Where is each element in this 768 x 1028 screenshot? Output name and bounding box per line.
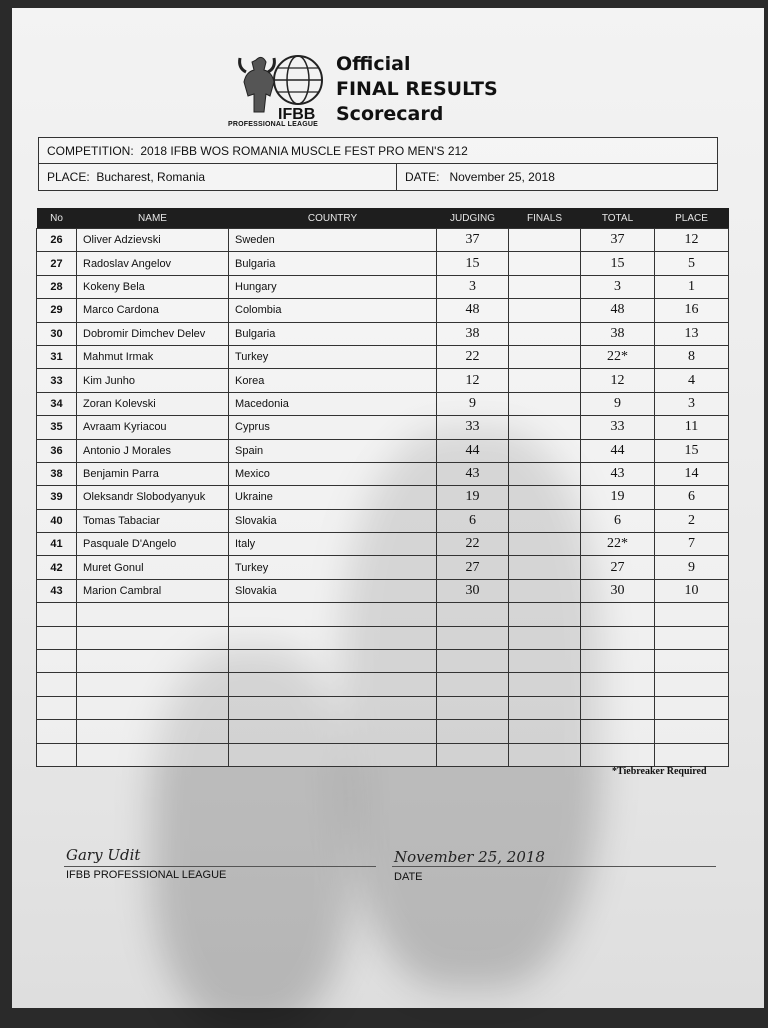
signature-label: IFBB PROFESSIONAL LEAGUE [66,869,227,881]
empty-cell [37,626,77,649]
cell-total: 33 [581,416,655,439]
empty-cell [77,626,229,649]
empty-cell [77,720,229,743]
competition-value: 2018 IFBB WOS ROMANIA MUSCLE FEST PRO MEN'S 212 [140,144,468,158]
cell-country: Italy [229,533,437,556]
empty-cell [229,650,437,673]
empty-cell [581,696,655,719]
cell-place: 16 [655,299,729,322]
cell-name: Avraam Kyriacou [77,416,229,439]
empty-cell [37,720,77,743]
empty-cell [37,673,77,696]
empty-cell [509,720,581,743]
judge-signature: Gary Udit [66,846,141,864]
cell-country: Colombia [229,299,437,322]
cell-name: Dobromir Dimchev Delev [77,322,229,345]
cell-finals [509,275,581,298]
cell-finals [509,392,581,415]
results-table [36,208,729,767]
table-row [37,252,729,275]
cell-country: Bulgaria [229,322,437,345]
competition-label: COMPETITION: [47,144,134,158]
cell-place: 11 [655,416,729,439]
cell-total: 30 [581,579,655,602]
table-row [37,533,729,556]
empty-cell [77,743,229,766]
cell-country: Ukraine [229,486,437,509]
cell-no: 36 [37,439,77,462]
table-row [37,416,729,439]
cell-no: 34 [37,392,77,415]
empty-table-row [37,696,729,719]
empty-cell [77,650,229,673]
cell-judging: 48 [437,299,509,322]
cell-name: Kim Junho [77,369,229,392]
cell-name: Marco Cardona [77,299,229,322]
competition-row [39,138,717,164]
cell-no: 35 [37,416,77,439]
cell-no: 41 [37,533,77,556]
empty-cell [229,696,437,719]
cell-judging: 22 [437,533,509,556]
table-row [37,579,729,602]
table-row [37,275,729,298]
cell-judging: 3 [437,275,509,298]
empty-table-row [37,673,729,696]
empty-cell [655,720,729,743]
cell-place: 8 [655,345,729,368]
empty-cell [77,696,229,719]
cell-country: Turkey [229,345,437,368]
cell-name: Oliver Adzievski [77,229,229,252]
cell-finals [509,486,581,509]
title-line: FINAL RESULTS [336,78,498,100]
empty-cell [655,626,729,649]
cell-name: Mahmut Irmak [77,345,229,368]
cell-total: 19 [581,486,655,509]
empty-cell [437,626,509,649]
cell-total: 9 [581,392,655,415]
table-row [37,229,729,252]
empty-cell [509,626,581,649]
cell-name: Antonio J Morales [77,439,229,462]
cell-place: 12 [655,229,729,252]
logo-text: IFBB [278,106,316,123]
table-row [37,322,729,345]
cell-no: 40 [37,509,77,532]
table-row [37,299,729,322]
page-title [336,52,498,127]
cell-no: 28 [37,275,77,298]
table-row [37,556,729,579]
cell-no: 31 [37,345,77,368]
date-value: November 25, 2018 [449,170,555,184]
date-cell [396,164,555,190]
cell-total: 22* [581,533,655,556]
column-header-total: TOTAL [581,208,655,229]
cell-judging: 27 [437,556,509,579]
empty-cell [655,603,729,626]
cell-finals [509,556,581,579]
cell-name: Muret Gonul [77,556,229,579]
signed-date: November 25, 2018 [394,848,545,866]
cell-name: Tomas Tabaciar [77,509,229,532]
empty-cell [581,720,655,743]
cell-country: Macedonia [229,392,437,415]
table-row [37,345,729,368]
cell-place: 5 [655,252,729,275]
cell-finals [509,439,581,462]
empty-table-row [37,720,729,743]
cell-total: 12 [581,369,655,392]
table-row [37,462,729,485]
cell-finals [509,533,581,556]
cell-finals [509,229,581,252]
cell-no: 30 [37,322,77,345]
empty-cell [437,696,509,719]
cell-name: Zoran Kolevski [77,392,229,415]
empty-cell [655,696,729,719]
empty-cell [509,743,581,766]
table-row [37,486,729,509]
cell-judging: 9 [437,392,509,415]
cell-no: 43 [37,579,77,602]
cell-name: Pasquale D'Angelo [77,533,229,556]
empty-cell [437,673,509,696]
empty-table-row [37,626,729,649]
cell-no: 42 [37,556,77,579]
cell-total: 38 [581,322,655,345]
logo-subtitle: PROFESSIONAL LEAGUE [228,121,319,128]
cell-country: Turkey [229,556,437,579]
date-label: DATE: [405,170,440,184]
empty-cell [229,603,437,626]
date-line-label: DATE [394,871,423,883]
cell-total: 43 [581,462,655,485]
empty-cell [655,673,729,696]
place-label: PLACE: [47,170,90,184]
column-header-finals: FINALS [509,208,581,229]
cell-country: Sweden [229,229,437,252]
cell-total: 37 [581,229,655,252]
empty-cell [37,696,77,719]
cell-country: Hungary [229,275,437,298]
cell-name: Radoslav Angelov [77,252,229,275]
cell-no: 38 [37,462,77,485]
cell-place: 10 [655,579,729,602]
empty-cell [437,603,509,626]
cell-judging: 37 [437,229,509,252]
cell-finals [509,462,581,485]
cell-finals [509,369,581,392]
title-line: Scorecard [336,103,444,125]
cell-country: Korea [229,369,437,392]
cell-place: 7 [655,533,729,556]
cell-place: 3 [655,392,729,415]
cell-total: 27 [581,556,655,579]
results-body [37,229,729,767]
cell-country: Slovakia [229,579,437,602]
column-header-judging: JUDGING [437,208,509,229]
cell-place: 1 [655,275,729,298]
empty-cell [37,650,77,673]
empty-cell [77,673,229,696]
empty-cell [581,650,655,673]
cell-judging: 43 [437,462,509,485]
empty-cell [509,603,581,626]
cell-finals [509,345,581,368]
empty-cell [655,743,729,766]
cell-place: 9 [655,556,729,579]
cell-finals [509,509,581,532]
empty-cell [229,743,437,766]
cell-name: Marion Cambral [77,579,229,602]
empty-cell [437,720,509,743]
empty-cell [655,650,729,673]
empty-cell [581,743,655,766]
cell-country: Bulgaria [229,252,437,275]
cell-judging: 30 [437,579,509,602]
cell-place: 6 [655,486,729,509]
cell-total: 6 [581,509,655,532]
empty-cell [77,603,229,626]
cell-judging: 44 [437,439,509,462]
empty-cell [509,696,581,719]
cell-total: 44 [581,439,655,462]
signature-line [64,866,376,867]
column-header-place: PLACE [655,208,729,229]
competition-info [38,137,718,191]
column-header-no: No [37,208,77,229]
empty-cell [229,673,437,696]
cell-place: 2 [655,509,729,532]
cell-judging: 12 [437,369,509,392]
cell-no: 39 [37,486,77,509]
cell-total: 22* [581,345,655,368]
empty-cell [229,720,437,743]
date-line [392,866,716,867]
empty-cell [509,673,581,696]
empty-table-row [37,743,729,766]
cell-no: 27 [37,252,77,275]
cell-country: Cyprus [229,416,437,439]
table-header-row [37,208,729,229]
empty-table-row [37,650,729,673]
cell-total: 15 [581,252,655,275]
empty-cell [37,743,77,766]
cell-judging: 19 [437,486,509,509]
cell-judging: 33 [437,416,509,439]
cell-place: 15 [655,439,729,462]
place-value: Bucharest, Romania [96,170,206,184]
table-row [37,392,729,415]
cell-judging: 15 [437,252,509,275]
empty-cell [437,743,509,766]
cell-total: 48 [581,299,655,322]
cell-judging: 6 [437,509,509,532]
empty-cell [581,626,655,649]
tiebreaker-footnote: *Tiebreaker Required [612,766,707,777]
cell-finals [509,322,581,345]
cell-country: Spain [229,439,437,462]
cell-place: 13 [655,322,729,345]
cell-place: 14 [655,462,729,485]
empty-cell [509,650,581,673]
title-line: Official [336,53,411,75]
cell-judging: 22 [437,345,509,368]
empty-cell [37,603,77,626]
table-row [37,369,729,392]
empty-cell [229,626,437,649]
place-date-row [39,164,717,190]
cell-country: Mexico [229,462,437,485]
column-header-name: NAME [77,208,229,229]
empty-cell [437,650,509,673]
cell-name: Oleksandr Slobodyanyuk [77,486,229,509]
table-row [37,509,729,532]
empty-cell [581,603,655,626]
empty-cell [581,673,655,696]
cell-no: 26 [37,229,77,252]
cell-finals [509,252,581,275]
cell-name: Kokeny Bela [77,275,229,298]
cell-place: 4 [655,369,729,392]
cell-finals [509,579,581,602]
cell-name: Benjamin Parra [77,462,229,485]
cell-no: 33 [37,369,77,392]
table-row [37,439,729,462]
column-header-country: COUNTRY [229,208,437,229]
cell-country: Slovakia [229,509,437,532]
cell-no: 29 [37,299,77,322]
cell-judging: 38 [437,322,509,345]
cell-finals [509,416,581,439]
cell-finals [509,299,581,322]
place-cell [47,164,205,190]
empty-table-row [37,603,729,626]
cell-total: 3 [581,275,655,298]
